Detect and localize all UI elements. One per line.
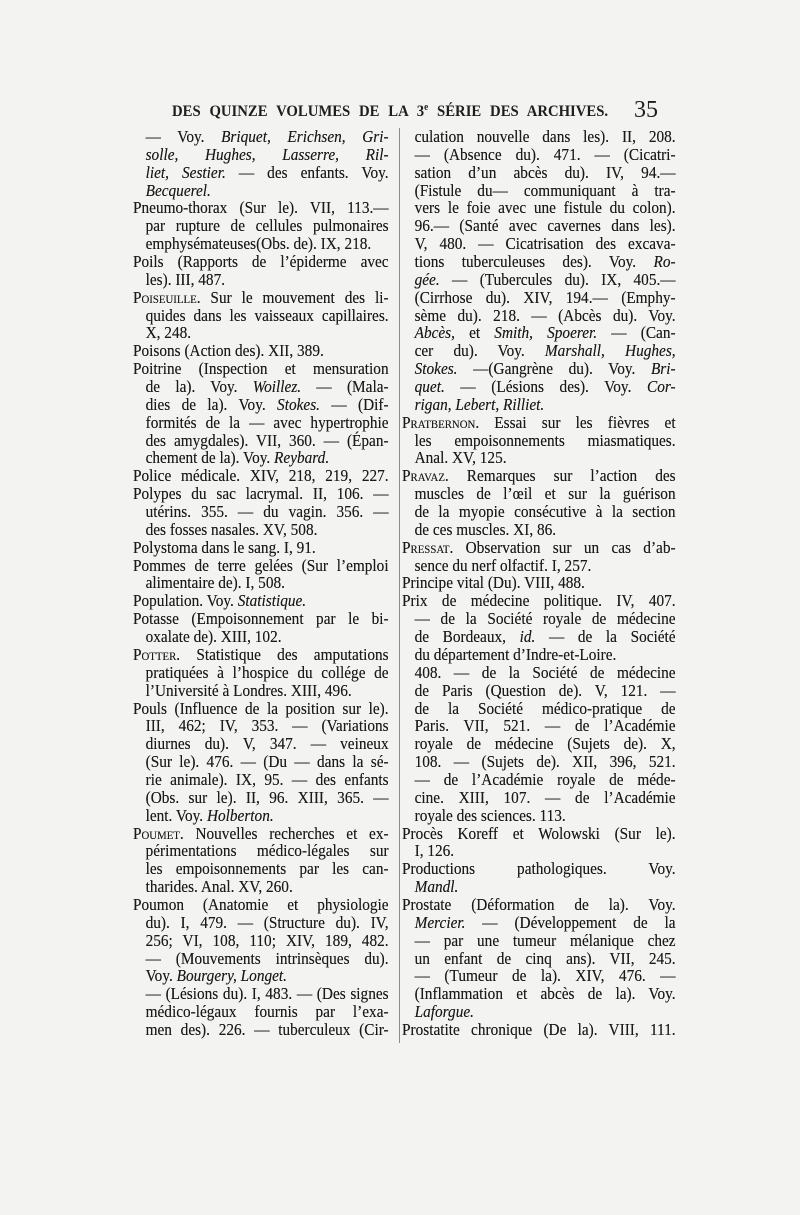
running-header-text: DES QUINZE VOLUMES DE LA 3: [172, 103, 425, 120]
index-continuation-line: [402, 307, 676, 325]
italic-reference: gée.: [414, 269, 440, 289]
index-entry-line: [133, 485, 389, 503]
index-continuation-line: [402, 557, 676, 575]
index-continuation-line: [133, 878, 389, 896]
index-text: (Sur le). 476. — (Du — dans la sé-: [145, 752, 389, 772]
index-continuation-line: [133, 128, 389, 146]
index-text: rie animale). IX, 95. — des enfants: [145, 769, 389, 789]
index-text: Poitrine (Inspection et mensuration: [133, 359, 389, 379]
index-text: emphysémateuses(Obs. de). IX, 218.: [145, 234, 372, 254]
column-divider: [399, 128, 400, 1043]
italic-reference: Briquet, Erichsen, Gri-: [221, 127, 389, 146]
index-entry-line: [133, 289, 389, 307]
italic-reference: quet.: [414, 377, 445, 397]
left-column: [133, 128, 389, 1039]
index-continuation-line: [402, 932, 676, 950]
index-continuation-line: [402, 664, 676, 682]
index-text: culation nouvelle dans les). II, 208.: [414, 127, 676, 146]
index-text: Essai sur les fièvres et: [479, 412, 676, 432]
index-continuation-line: [402, 842, 676, 860]
index-text: des fosses nasales. XV, 508.: [145, 519, 318, 539]
index-text: Polystoma dans le sang. I, 91.: [133, 537, 316, 557]
index-text: sème du). 218. — (Abcès du). Voy.: [414, 305, 676, 325]
index-text: —(Gangrène du). Voy.: [457, 359, 651, 379]
index-continuation-line: [133, 967, 389, 985]
index-continuation-line: [402, 449, 676, 467]
index-continuation-line: [133, 271, 389, 289]
italic-reference: Stokes.: [414, 359, 458, 379]
index-text: royale de médecine (Sujets de). X,: [414, 734, 676, 754]
index-text: et: [454, 323, 495, 343]
index-entry-line: [133, 557, 389, 575]
index-text: du). I, 479. — (Structure du). IV,: [145, 912, 389, 932]
index-continuation-line: [402, 342, 676, 360]
index-continuation-line: [402, 610, 676, 628]
index-text: Anal. XV, 125.: [414, 448, 507, 468]
italic-reference: Bri-: [650, 359, 676, 379]
index-text: de la). Voy.: [145, 377, 253, 397]
index-text: oxalate de). XIII, 102.: [145, 627, 282, 647]
index-continuation-line: [402, 503, 676, 521]
index-continuation-line: [133, 521, 389, 539]
index-continuation-line: [402, 967, 676, 985]
index-text: 256; VI, 108, 110; XIV, 189, 482.: [145, 930, 389, 950]
index-text: Observation sur un cas d’ab-: [453, 537, 676, 557]
right-column: [402, 128, 676, 1039]
index-text: cine. XIII, 107. — de l’Académie: [414, 787, 676, 807]
index-text: Potasse (Empoisonnement par le bi-: [133, 609, 389, 629]
index-text: Principe vital (Du). VIII, 488.: [402, 573, 585, 593]
index-text: utérins. 355. — du vagin. 356. —: [145, 502, 389, 522]
index-text: — (Mouvements intrinsèques du).: [145, 948, 389, 968]
italic-reference: Holberton.: [206, 805, 274, 825]
index-text: muscles de l’œil et sur la guérison: [414, 484, 676, 504]
index-continuation-line: [133, 164, 389, 182]
author-name: Pravaz.: [402, 466, 449, 486]
index-continuation-line: [133, 628, 389, 646]
index-continuation-line: [402, 646, 676, 664]
index-text: quides dans les vaisseaux capillaires.: [145, 305, 389, 325]
index-text: médico-légaux fournis par l’exa-: [145, 1002, 389, 1022]
index-continuation-line: [133, 396, 389, 414]
index-continuation-line: [133, 574, 389, 592]
index-text: alimentaire de). I, 508.: [145, 573, 285, 593]
running-header: [172, 102, 608, 122]
index-text: Poils (Rapports de l’épiderme avec: [133, 252, 389, 272]
index-text: — des enfants. Voy.: [225, 162, 389, 182]
italic-reference: solle, Hughes, Lasserre, Ril-: [145, 144, 389, 164]
index-continuation-line: [402, 199, 676, 217]
index-text: lent. Voy.: [145, 805, 207, 825]
index-continuation-line: [402, 735, 676, 753]
index-text: Statistique des amputations: [180, 644, 389, 664]
index-text: I, 126.: [414, 841, 455, 861]
italic-reference: Abcès,: [414, 323, 455, 343]
index-continuation-line: [402, 235, 676, 253]
index-text: — (Dif-: [319, 394, 389, 414]
index-continuation-line: [402, 753, 676, 771]
index-continuation-line: [402, 485, 676, 503]
index-continuation-line: [133, 789, 389, 807]
index-continuation-line: [402, 432, 676, 450]
index-text: — (Tubercules du). IX, 405.—: [439, 269, 676, 289]
index-text: — (Développement de la: [465, 912, 676, 932]
index-text: (Inflammation et abcès de la). Voy.: [414, 984, 676, 1004]
index-continuation-line: [402, 717, 676, 735]
index-entry-line: [402, 860, 676, 878]
index-text: dies de la). Voy.: [145, 394, 278, 414]
ordinal-superscript: e: [424, 102, 429, 113]
index-continuation-line: [133, 217, 389, 235]
italic-reference: Statistique.: [237, 591, 307, 611]
index-continuation-line: [133, 664, 389, 682]
index-continuation-line: [133, 378, 389, 396]
italic-reference: Laforgue.: [414, 1002, 474, 1022]
index-text: (Cirrhose du). XIV, 194.— (Emphy-: [414, 287, 676, 307]
italic-reference: Mandl.: [414, 877, 459, 897]
index-text: périmentations médico-légales sur: [145, 841, 389, 861]
index-continuation-line: [402, 789, 676, 807]
index-continuation-line: [133, 842, 389, 860]
index-continuation-line: [402, 146, 676, 164]
index-text: men des). 226. — tuberculeux (Cir-: [145, 1019, 389, 1039]
author-name: Poumet.: [133, 823, 184, 843]
index-continuation-line: [402, 182, 676, 200]
index-text: 408. — de la Société de médecine: [414, 662, 676, 682]
italic-reference: id.: [519, 627, 536, 647]
index-continuation-line: [133, 717, 389, 735]
italic-reference: Mercier.: [414, 912, 466, 932]
italic-reference: Ro-: [653, 252, 676, 272]
index-text: 96.— (Santé avec cavernes dans les).: [414, 216, 676, 236]
italic-reference: Reybard.: [274, 448, 330, 468]
index-text: III, 462; IV, 353. — (Variations: [145, 716, 389, 736]
index-continuation-line: [402, 878, 676, 896]
index-text: Productions pathologiques. Voy.: [402, 859, 676, 879]
index-entry-line: [402, 467, 676, 485]
index-text: cer du). Voy.: [414, 341, 545, 361]
index-continuation-line: [133, 503, 389, 521]
index-text: Police médicale. XIV, 218, 219, 227.: [133, 466, 389, 486]
index-text: — (Tumeur de la). XIV, 476. —: [414, 966, 676, 986]
index-text: — de l’Académie royale de méde-: [414, 769, 676, 789]
index-continuation-line: [402, 289, 676, 307]
index-continuation-line: [402, 253, 676, 271]
index-text: tions tuberculeuses des). Voy.: [414, 252, 654, 272]
index-entry-line: [402, 1021, 676, 1039]
index-continuation-line: [133, 182, 389, 200]
index-continuation-line: [133, 324, 389, 342]
index-entry-line: [133, 539, 389, 557]
author-name: Pressat.: [402, 537, 454, 557]
index-text: de ces muscles. XI, 86.: [414, 519, 557, 539]
index-text: Procès Koreff et Wolowski (Sur le).: [402, 823, 676, 843]
index-entry-line: [133, 253, 389, 271]
index-text: formités de la — avec hypertrophie: [145, 412, 389, 432]
index-text: Prostatite chronique (De la). VIII, 111.: [402, 1019, 676, 1039]
italic-reference: Cor-: [646, 377, 676, 397]
index-continuation-line: [133, 932, 389, 950]
index-text: — (Lésions des). Voy.: [444, 377, 647, 397]
index-text: tharides. Anal. XV, 260.: [145, 877, 293, 897]
index-text: — (Lésions du). I, 483. — (Des signes: [145, 984, 389, 1004]
index-continuation-line: [133, 914, 389, 932]
index-text: vers le foie avec une fistule du colon).: [414, 198, 676, 218]
italic-reference: Smith, Spoerer.: [494, 323, 598, 343]
index-continuation-line: [133, 1003, 389, 1021]
index-continuation-line: [402, 164, 676, 182]
author-name: Potter.: [133, 644, 181, 664]
index-continuation-line: [133, 307, 389, 325]
index-entry-line: [133, 360, 389, 378]
author-name: Poiseuille.: [133, 287, 201, 307]
index-text: Paris. VII, 521. — de l’Académie: [414, 716, 676, 736]
index-text: chement de la). Voy.: [145, 448, 275, 468]
index-text: par rupture de cellules pulmonaires: [145, 216, 389, 236]
index-continuation-line: [402, 1003, 676, 1021]
index-text: Population. Voy.: [133, 591, 238, 611]
index-continuation-line: [402, 682, 676, 700]
index-text: des amygdales). VII, 360. — (Épan-: [145, 430, 389, 450]
italic-reference: Stokes.: [277, 394, 320, 414]
index-text: sation d’un abcès du). IV, 94.—: [414, 162, 676, 182]
index-continuation-line: [133, 985, 389, 1003]
index-text: sence du nerf olfactif. I, 257.: [414, 555, 592, 575]
italic-reference: rigan, Lebert, Rilliet.: [414, 394, 545, 414]
index-continuation-line: [133, 860, 389, 878]
index-entry-line: [133, 825, 389, 843]
index-continuation-line: [402, 985, 676, 1003]
index-text: Prostate (Déformation de la). Voy.: [402, 894, 676, 914]
index-text: Pommes de terre gelées (Sur l’emploi: [133, 555, 389, 575]
index-continuation-line: [402, 807, 676, 825]
index-entry-line: [402, 896, 676, 914]
index-entry-line: [402, 592, 676, 610]
index-text: X, 248.: [145, 323, 192, 343]
index-text: les empoisonnements par les can-: [145, 859, 389, 879]
index-text: les empoisonnements miasmatiques.: [414, 430, 676, 450]
running-header-text-end: SÉRIE DES ARCHIVES.: [428, 103, 609, 120]
index-text: — (Absence du). 471. — (Cicatri-: [414, 144, 676, 164]
index-continuation-line: [133, 807, 389, 825]
index-text: diurnes du). V, 347. — veineux: [145, 734, 389, 754]
index-text: de la Société médico-pratique de: [414, 698, 676, 718]
index-text: Prix de médecine politique. IV, 407.: [402, 591, 676, 611]
index-text: l’Université à Londres. XIII, 496.: [145, 680, 352, 700]
index-continuation-line: [133, 950, 389, 968]
index-text: 108. — (Sujets de). XII, 396, 521.: [414, 752, 676, 772]
index-continuation-line: [402, 914, 676, 932]
index-text: de la myopie consécutive à la section: [414, 502, 676, 522]
italic-reference: Bourgery, Longet.: [176, 966, 287, 986]
index-continuation-line: [402, 521, 676, 539]
index-text: royale des sciences. 113.: [414, 805, 566, 825]
index-text: de Bordeaux,: [414, 627, 520, 647]
index-text: — de la Société: [535, 627, 676, 647]
index-continuation-line: [133, 449, 389, 467]
index-continuation-line: [402, 396, 676, 414]
index-entry-line: [402, 414, 676, 432]
index-text: Poisons (Action des). XII, 389.: [133, 341, 324, 361]
index-text: V, 480. — Cicatrisation des excava-: [414, 234, 676, 254]
index-entry-line: [133, 896, 389, 914]
index-text: (Fistule du— communiquant à tra-: [414, 180, 676, 200]
index-continuation-line: [133, 771, 389, 789]
index-text: Voy.: [145, 966, 177, 986]
index-continuation-line: [402, 360, 676, 378]
index-continuation-line: [402, 128, 676, 146]
index-continuation-line: [402, 700, 676, 718]
page-number: 35: [634, 97, 658, 123]
index-continuation-line: [402, 950, 676, 968]
index-text: de Paris (Question de). V, 121. —: [414, 680, 676, 700]
index-continuation-line: [402, 324, 676, 342]
index-continuation-line: [133, 682, 389, 700]
index-continuation-line: [133, 735, 389, 753]
index-continuation-line: [402, 217, 676, 235]
index-continuation-line: [402, 628, 676, 646]
italic-reference: Woillez.: [252, 377, 302, 397]
index-entry-line: [133, 610, 389, 628]
index-text: pratiquées à l’hospice du collége de: [145, 662, 389, 682]
index-text: — Voy.: [145, 127, 222, 146]
index-continuation-line: [402, 771, 676, 789]
index-continuation-line: [133, 414, 389, 432]
index-text: Poumon (Anatomie et physiologie: [133, 894, 389, 914]
index-text: Pneumo-thorax (Sur le). VII, 113.—: [133, 198, 389, 218]
index-continuation-line: [402, 271, 676, 289]
index-text: (Obs. sur le). II, 96. XIII, 365. —: [145, 787, 389, 807]
index-entry-line: [133, 592, 389, 610]
index-entry-line: [133, 700, 389, 718]
italic-reference: Marshall, Hughes,: [544, 341, 676, 361]
index-continuation-line: [402, 378, 676, 396]
index-text: — (Can-: [597, 323, 676, 343]
index-entry-line: [402, 825, 676, 843]
index-text: du département d’Indre-et-Loire.: [414, 644, 617, 664]
index-entry-line: [133, 342, 389, 360]
index-text: Polypes du sac lacrymal. II, 106. —: [133, 484, 389, 504]
index-text: un enfant de cinq ans). VII, 245.: [414, 948, 676, 968]
index-text: — de la Société royale de médecine: [414, 609, 676, 629]
index-text: Remarques sur l’action des: [448, 466, 676, 486]
italic-reference: Becquerel.: [145, 180, 211, 200]
index-continuation-line: [133, 1021, 389, 1039]
index-text: les). III, 487.: [145, 269, 226, 289]
index-entry-line: [133, 467, 389, 485]
author-name: Pratbernon.: [402, 412, 480, 432]
index-continuation-line: [133, 432, 389, 450]
index-text: Nouvelles recherches et ex-: [183, 823, 389, 843]
index-entry-line: [133, 646, 389, 664]
index-continuation-line: [133, 146, 389, 164]
index-text: — (Mala-: [301, 377, 389, 397]
italic-reference: liet, Sestier.: [145, 162, 226, 182]
index-entry-line: [402, 539, 676, 557]
index-entry-line: [133, 199, 389, 217]
index-text: Pouls (Influence de la position sur le).: [133, 698, 389, 718]
index-continuation-line: [133, 235, 389, 253]
index-entry-line: [402, 574, 676, 592]
index-text: — par une tumeur mélanique chez: [414, 930, 676, 950]
index-text: Sur le mouvement des li-: [200, 287, 389, 307]
index-continuation-line: [133, 753, 389, 771]
